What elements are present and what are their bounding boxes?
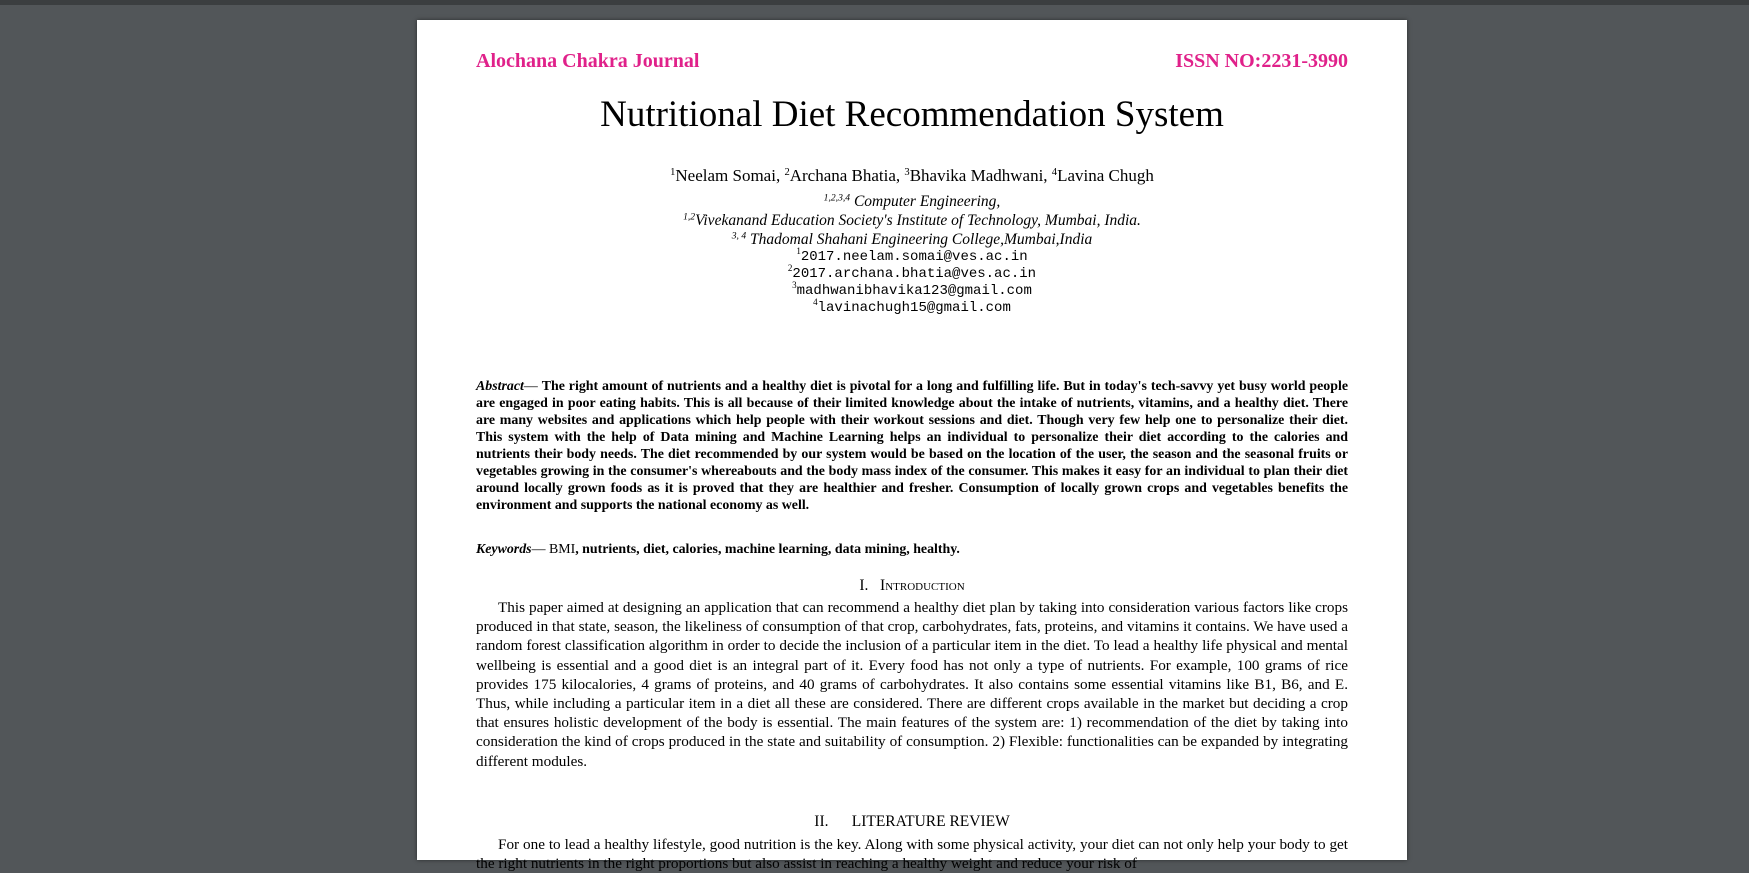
author-sup: 3 [904, 167, 910, 179]
section-title: LITERATURE REVIEW [851, 813, 1010, 830]
email-sup: 1 [796, 246, 801, 256]
author-name: Archana Bhatia, [789, 166, 901, 185]
running-header [476, 50, 1348, 76]
email-sup: 3 [792, 280, 797, 290]
keywords-list: , nutrients, diet, calories, machine learning, data mining, healthy. [575, 542, 960, 557]
affiliation-line [417, 211, 1407, 230]
viewer-top-edge [0, 0, 1749, 5]
section-number: II. [814, 813, 829, 830]
email-address: 2017.archana.bhatia@ves.ac.in [792, 266, 1037, 282]
abstract-dash: — [523, 379, 542, 394]
paper-title: Nutritional Diet Recommendation System [600, 94, 1224, 135]
affiliation-text: Vivekanand Education Society's Institute of Technology, Mumbai, India. [695, 212, 1141, 229]
abstract-label: Abstract [476, 379, 524, 394]
affiliation-sup: 3, 4 [731, 230, 747, 242]
introduction-paragraph: This paper aimed at designing an application that can recommend a healthy diet plan by taking into consideration various factors like crops produced in that state, season, the likeliness of consumption of that crop, carbohydrates, fats, proteins, and vitamins it contains. We have used a random forest classification algorithm in order to decide the inclusion of a particular item in the diet. To lead a healthy life physical and mental wellbeing is essential and a good diet is an integral part of it. Every food has not only a type of nutrients. For example, 100 grams of rice provides 175 kilocalories, 4 grams of proteins, and 40 grams of carbohydrates. It also contains some essential vitamins like B1, B6, and E. Thus, while including a particular item in a diet all these are considered. There are different crops available in the market but deciding a crop that ensures holistic development of the body is essential. The main features of the system are: 1) recommendation of the diet by taking into consideration the kind of crops produced in the state and suitability of consumption. 2) Flexible: functionalities can be expanded by integrating different modules. [476, 599, 1348, 770]
email-address: 2017.neelam.somai@ves.ac.in [800, 249, 1028, 265]
email-sup: 2 [787, 263, 793, 273]
keywords [476, 541, 1348, 558]
keywords-first: BMI [548, 542, 576, 557]
abstract-text: The right amount of nutrients and a healthy diet is pivotal for a long and fulfilling life. But in today's tech-savvy yet busy world people are engaged in poor eating habits. This is all because of their limited knowledge about the intake of nutrients, vitamins, and a healthy diet. There are many websites and applications which help people with their workout sessions and diet. Though very few help one to personalize their diet. This system with the help of Data mining and Machine Learning helps an individual to personalize their diet according to the calories and nutrients their body needs. The diet recommended by our system would be based on the location of the user, the season and the seasonal fruits or vegetables growing in the consumer's whereabouts and the body mass index of the consumer. This makes it easy for an individual to plan their diet around locally grown foods as it is proved that they are healthier and fresher. Consumption of locally grown crops and vegetables benefits the environment and supports the national economy as well. [476, 379, 1348, 513]
section-number: I. [859, 577, 869, 594]
author-name: Bhavika Madhwani, [909, 166, 1048, 185]
section-heading-literature-review [417, 812, 1407, 831]
author-name: Lavina Chugh [1057, 166, 1154, 185]
keywords-label: Keywords [476, 542, 532, 557]
author-name: Neelam Somai, [675, 166, 781, 185]
author-sup: 4 [1051, 167, 1058, 179]
email-address: madhwanibhavika123@gmail.com [796, 283, 1032, 299]
email-line [417, 263, 1407, 283]
affiliation-sup: 1,2 [683, 211, 696, 223]
email-line [417, 246, 1407, 266]
issn-number: ISSN NO:2231-3990 [1175, 50, 1348, 72]
affiliation-text: Computer Engineering, [853, 193, 1001, 210]
section-heading-introduction [417, 576, 1407, 595]
section-title: Introduction [880, 577, 965, 594]
abstract [476, 378, 1348, 514]
email-address: lavinachugh15@gmail.com [817, 300, 1011, 316]
affiliation-text: Thadomal Shahani Engineering College,Mumbai,India [750, 231, 1093, 248]
author-list [417, 165, 1407, 187]
journal-name: Alochana Chakra Journal [476, 50, 700, 72]
affiliation-line [417, 192, 1407, 211]
email-line [417, 297, 1407, 317]
affiliation-line [417, 230, 1407, 249]
keywords-dash: — [531, 542, 549, 557]
email-line [417, 280, 1407, 300]
literature-review-paragraph: For one to lead a healthy lifestyle, good nutrition is the key. Along with some physical activity, your diet can not only help your body to get the right nutrients in the right proportions but also assist in reaching a healthy weight and reduce your risk of [476, 836, 1348, 873]
author-sup: 1 [670, 167, 676, 179]
affiliation-sup: 1,2,3,4 [823, 192, 851, 204]
email-sup: 4 [813, 297, 818, 307]
pdf-page [417, 20, 1407, 873]
author-sup: 2 [784, 167, 790, 179]
